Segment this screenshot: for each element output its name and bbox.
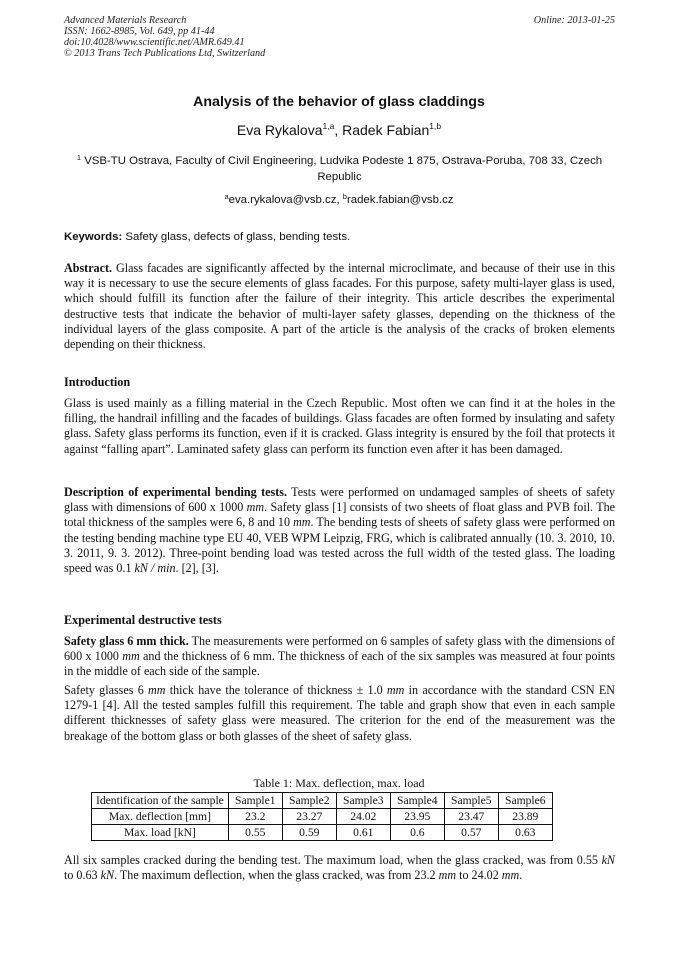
table-header-cell: Sample4 (390, 793, 444, 809)
journal-copyright: © 2013 Trans Tech Publications Ltd, Switzerland (64, 48, 266, 59)
text-run: The measurements were performed on 6 samples of safety glass with the dimensions of 600 x 1000 (64, 634, 615, 664)
table-row (92, 809, 553, 825)
table-cell: 0.59 (282, 825, 336, 841)
affiliation-mark: 1 (76, 153, 82, 162)
text-run: in accordance with the standard CSN EN 1279-1 [4]. All the tested samples fulfill this requirement. The table and graph show that even in each sample different thicknesses of safety glass were measured. The criterion for the end of the measurement was the breakage of the bottom glass or both glasses of the sheet of safety glass. (64, 683, 615, 743)
text-run: thick have the tolerance of thickness ± 1.0 (165, 683, 387, 697)
table-header-cell: Sample2 (282, 793, 336, 809)
online-date: Online: 2013-01-25 (533, 15, 615, 26)
journal-issn: ISSN: 1662-8985, Vol. 649, pp 41-44 (64, 26, 215, 37)
author-affil-mark: 1,b (429, 121, 442, 131)
table-cell: 0.63 (498, 825, 552, 841)
text-run: . [2], [3]. (175, 561, 219, 576)
unit: mm (501, 868, 520, 883)
experimental-label: Safety glass 6 mm thick. (64, 634, 189, 648)
experimental-paragraph-1 (64, 634, 615, 680)
table-cell: 23.2 (228, 809, 282, 825)
keywords-label: Keywords: (64, 231, 123, 243)
table-header-cell: Identification of the sample (92, 793, 229, 809)
table-cell: 0.57 (444, 825, 498, 841)
table-cell: 0.6 (390, 825, 444, 841)
experimental-paragraph-2 (64, 683, 615, 744)
text-run: Safety glasses 6 (64, 683, 149, 697)
text-run: and the thickness of 6 mm. The thickness of each of the six samples was measured at four points in the middle of each side of the sample. (64, 649, 615, 679)
introduction-paragraph: Glass is used mainly as a filling material in the Czech Republic. Most often we can find it at the holes in the filling, the handrail infilling and the facades of buildings. Glass facades are often formed by insulating and safety glass. Safety glass performs its function, even if it is cracked. Glass integrity is ensured by the foil that protects it against “falling apart”. Laminated safety glass can perform its function even after it has been damaged. (64, 396, 615, 456)
table-caption: Table 1: Max. deflection, max. load (253, 776, 425, 790)
results-table (91, 792, 553, 841)
abstract (64, 261, 615, 352)
unit: mm (246, 500, 265, 515)
affiliation-text: VSB-TU Ostrava, Faculty of Civil Engineering, Ludvika Podeste 1 875, Ostrava-Poruba, 708 33, Czech Republic (81, 155, 603, 183)
table-cell: 0.55 (228, 825, 282, 841)
text-run: All six samples cracked during the bending test. The maximum load, when the glass cracked, was from 0.55 (64, 853, 602, 867)
unit: kN / min (134, 561, 176, 576)
email-link[interactable]: eva.rykalova@vsb.cz, (228, 194, 343, 206)
journal-name: Advanced Materials Research (64, 15, 187, 26)
table-header-row (92, 793, 553, 809)
text-run: Tests were performed on undamaged samples of sheets of safety glass with dimensions of 600 x 1000 (64, 485, 615, 515)
journal-doi: doi:10.4028/www.scientific.net/AMR.649.41 (64, 37, 245, 48)
table-cell: 23.89 (498, 809, 552, 825)
unit: mm (386, 683, 405, 697)
text-run: to 24.02 (456, 868, 502, 883)
table-row (92, 825, 553, 841)
author-emails (0, 192, 678, 206)
unit: mm (438, 868, 457, 883)
journal-header (64, 15, 265, 59)
author-list (0, 121, 678, 138)
table-header-cell: Sample6 (498, 793, 552, 809)
text-run: . (519, 868, 523, 883)
text-run: . The maximum deflection, when the glass cracked, was from 23.2 (114, 868, 439, 883)
conclusion-paragraph (64, 853, 615, 883)
author-name: Radek Fabian (342, 122, 430, 138)
email-link[interactable]: radek.fabian@vsb.cz (346, 194, 454, 206)
paper-title: Analysis of the behavior of glass claddings (193, 94, 485, 110)
table-cell: 23.47 (444, 809, 498, 825)
text-run: . The bending tests of sheets of safety glass were performed on the testing bending machine type EU 40, VEB WPM Leipzig, FRG, which is calibrated annually (10. 3. 2010, 10. 3. 2011, 9. 3. 2012). Three-point bending load was tested across the full width of the tested glass. The loading speed was 0.1 (64, 515, 615, 576)
keywords (64, 231, 615, 243)
section-heading-introduction: Introduction (64, 375, 131, 389)
affiliation (64, 150, 615, 185)
table-cell: 24.02 (336, 809, 390, 825)
text-run: to 0.63 (64, 868, 101, 883)
table-cell: 23.27 (282, 809, 336, 825)
author-affil-mark: 1,a (322, 121, 335, 131)
table-header-cell: Sample5 (444, 793, 498, 809)
abstract-text: Glass facades are significantly affected by the internal microclimate, and because of their use in this way it is necessary to use the secure elements of glass facades. For this purpose, safety multi-layer glass is used, which should fulfill its function after the failure of their integrity. This article describes the experimental destructive tests that indicate the behavior of multi-layer safety glasses, depending on the thickness of the individual layers of the glass composite. A part of the article is the analysis of the cracks of broken elements depending on their thickness. (64, 261, 615, 352)
keywords-text: Safety glass, defects of glass, bending tests. (122, 231, 351, 243)
unit: mm (293, 515, 311, 530)
author-separator: , (334, 122, 343, 138)
email-mark: b (342, 192, 347, 201)
table-row-label: Max. load [kN] (92, 825, 229, 841)
table-cell: 0.61 (336, 825, 390, 841)
table-row-label: Max. deflection [mm] (92, 809, 229, 825)
description-label: Description of experimental bending tests. (64, 485, 287, 499)
author-name: Eva Rykalova (236, 122, 323, 138)
section-heading-experimental: Experimental destructive tests (64, 613, 222, 627)
email-mark: a (224, 192, 229, 201)
unit: kN (601, 853, 615, 867)
table-header-cell: Sample3 (336, 793, 390, 809)
table-header-cell: Sample1 (228, 793, 282, 809)
description-paragraph (64, 485, 615, 576)
abstract-label: Abstract. (64, 261, 113, 275)
text-run: . Safety glass [1] consists of two sheets of float glass and PVB foil. The total thickness of the samples were 6, 8 and 10 (64, 500, 615, 530)
unit: mm (122, 649, 140, 664)
unit: kN (100, 868, 115, 883)
unit: mm (148, 683, 166, 697)
table-cell: 23.95 (390, 809, 444, 825)
